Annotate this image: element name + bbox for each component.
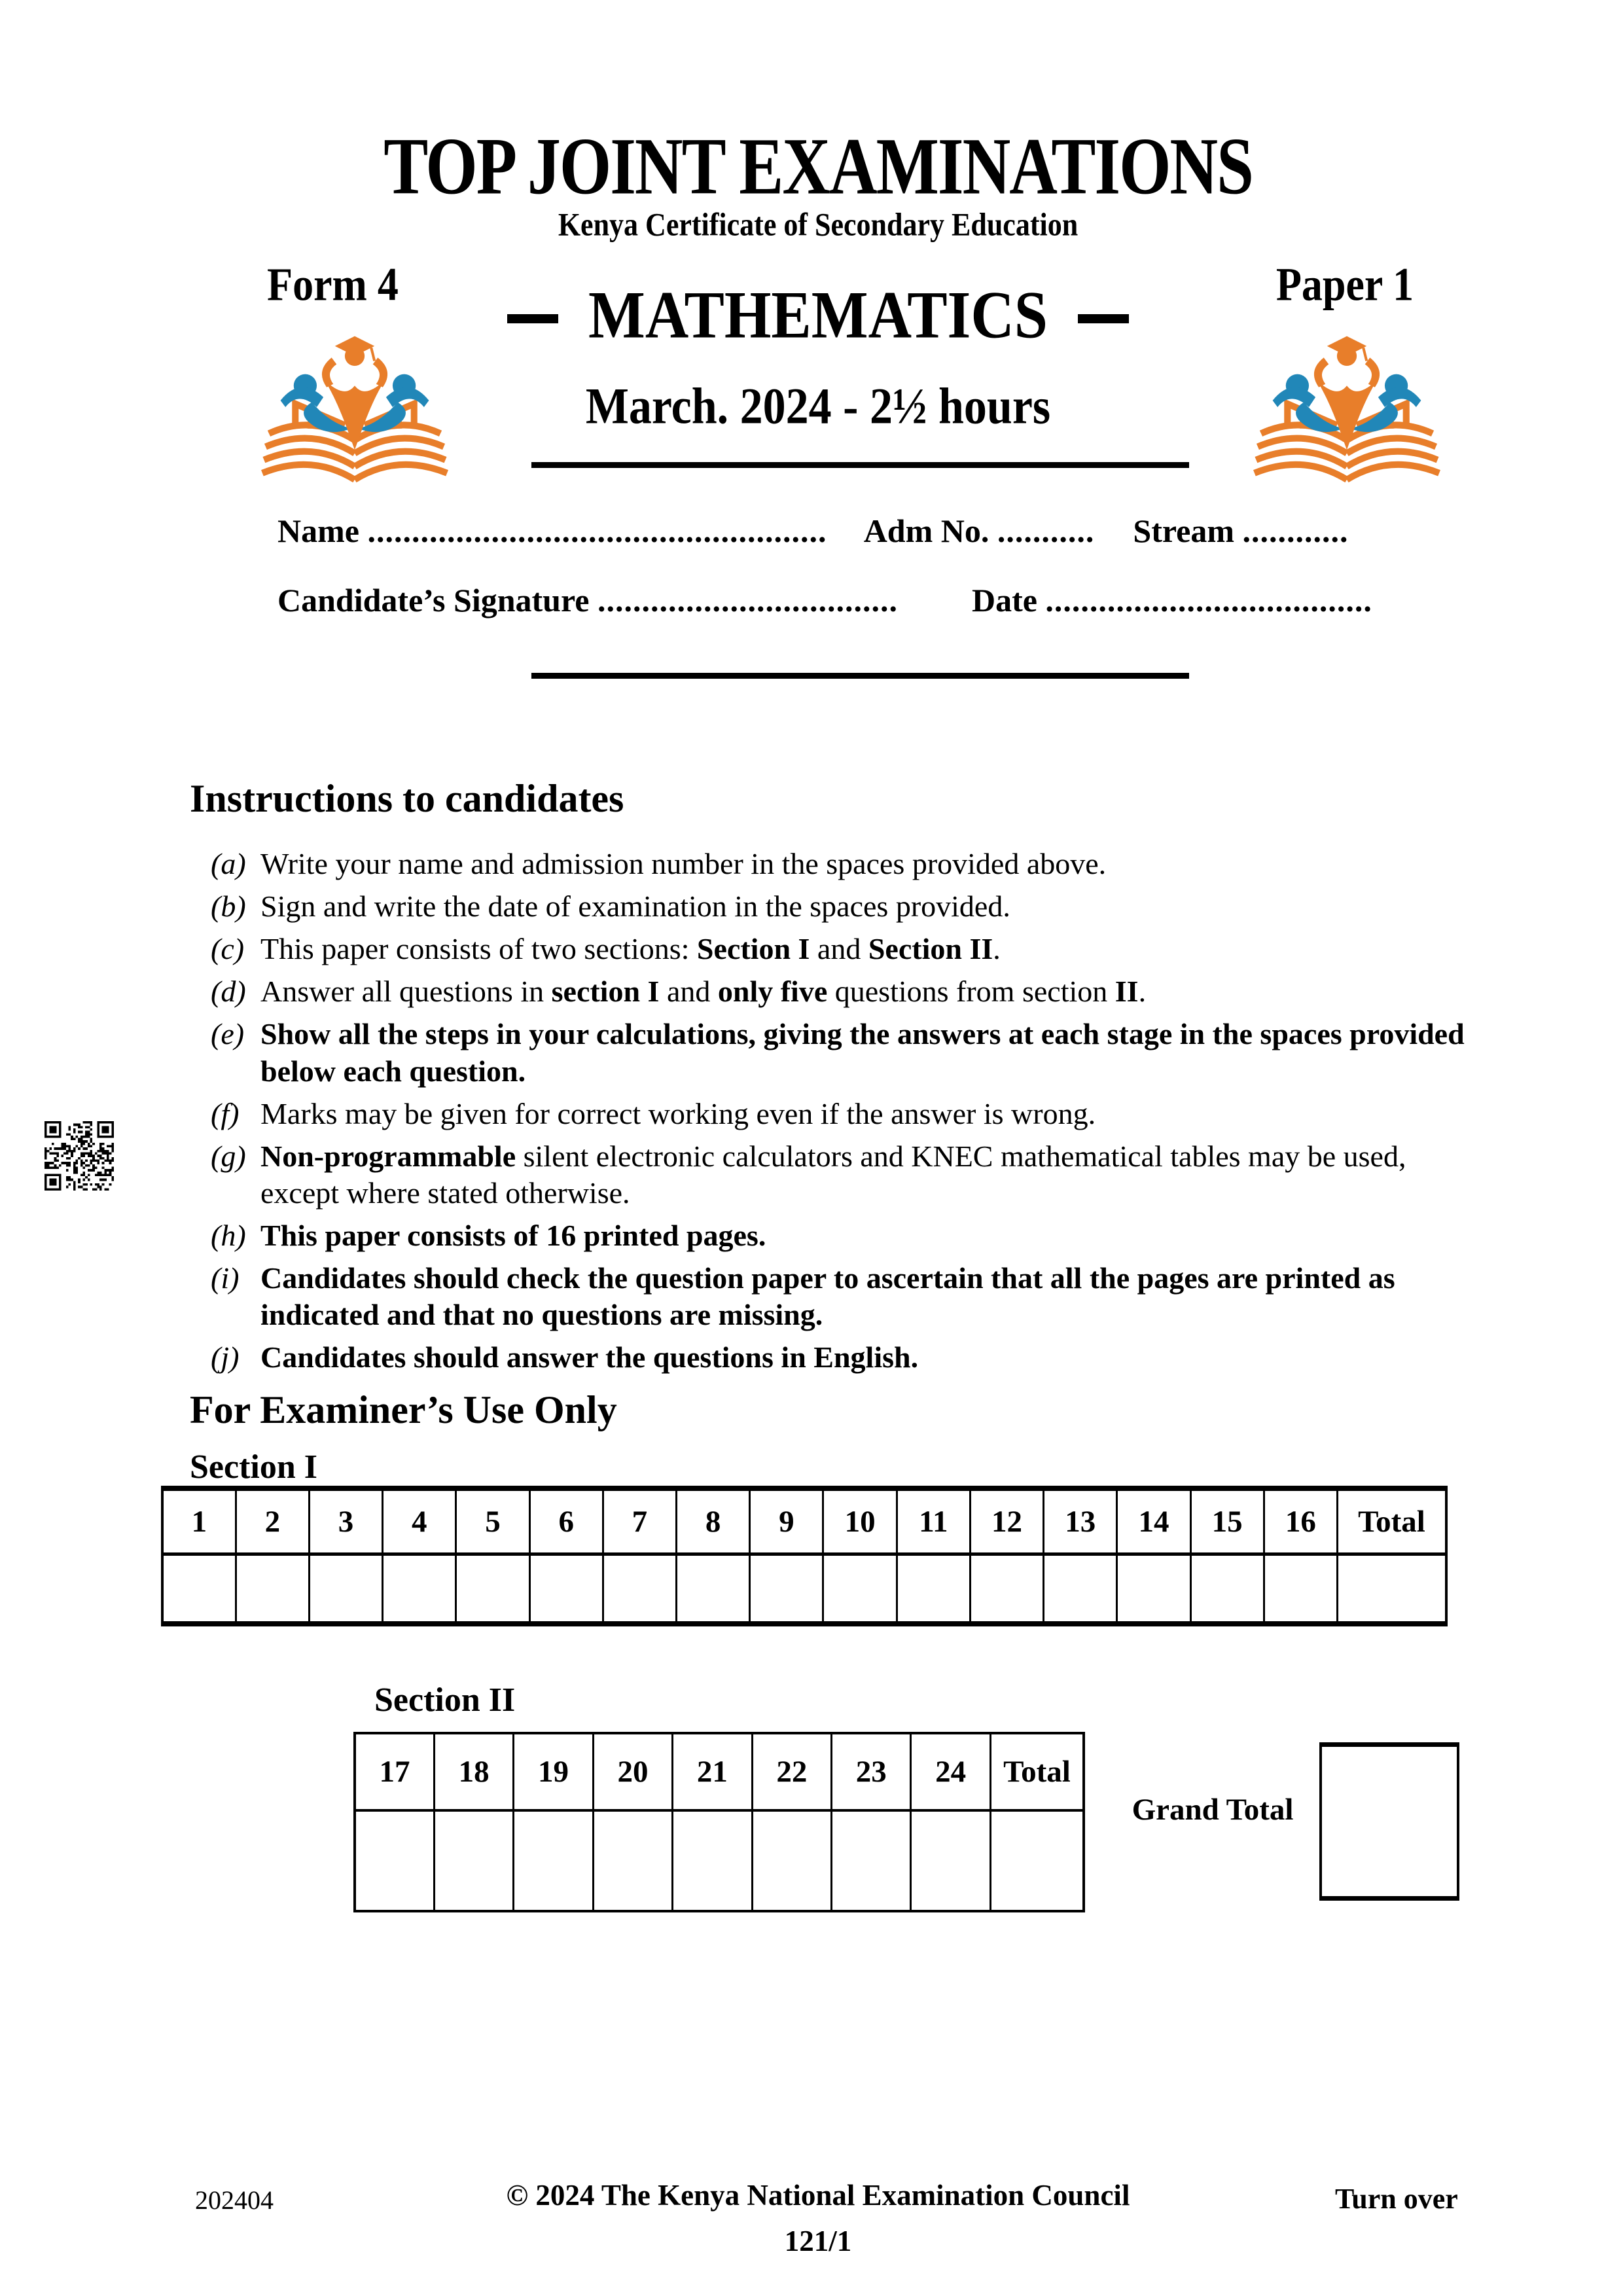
- footer-copyright: © 2024 The Kenya National Examination Council: [506, 2179, 1130, 2212]
- signature-date-row: [277, 581, 1514, 619]
- question-score-cell: [456, 1554, 529, 1624]
- section-1-marks-table: [161, 1486, 1448, 1626]
- signature-write-line: ..................................: [597, 582, 898, 619]
- question-score-cell: [529, 1554, 603, 1624]
- section-1-label: Section I: [190, 1448, 317, 1486]
- section-1-header-row: [162, 1488, 1446, 1554]
- instruction-item: [211, 1096, 1466, 1132]
- instruction-item: [211, 931, 1466, 967]
- instruction-letter: (e): [211, 1017, 245, 1051]
- adm-no-write-line: ...........: [997, 512, 1095, 549]
- total-score-cell: [1338, 1554, 1447, 1624]
- question-header-cell: 9: [750, 1488, 823, 1554]
- question-score-cell: [1190, 1554, 1264, 1624]
- divider-line: [531, 462, 1189, 468]
- question-header-cell: 8: [677, 1488, 750, 1554]
- question-score-cell: [832, 1810, 911, 1911]
- stream-label: Stream: [1133, 512, 1234, 549]
- instruction-letter: (a): [211, 847, 246, 880]
- stream-write-line: ............: [1242, 512, 1349, 549]
- question-score-cell: [236, 1554, 309, 1624]
- grand-total-label: Grand Total: [1132, 1793, 1294, 1827]
- question-score-cell: [603, 1554, 676, 1624]
- question-score-cell: [1264, 1554, 1337, 1624]
- paper-number-label: Paper 1: [1275, 258, 1414, 311]
- question-header-cell: 17: [355, 1733, 434, 1810]
- instruction-letter: (g): [211, 1139, 246, 1173]
- instruction-item: [211, 846, 1466, 882]
- signature-label: Candidate’s Signature: [277, 582, 590, 619]
- question-score-cell: [309, 1554, 382, 1624]
- question-header-cell: 2: [236, 1488, 309, 1554]
- instruction-text: Answer all questions in section I and only five questions from section II.: [260, 975, 1147, 1009]
- question-header-cell: 12: [970, 1488, 1043, 1554]
- instruction-item: [211, 1339, 1466, 1376]
- date-label: Date: [971, 582, 1037, 619]
- question-score-cell: [897, 1554, 970, 1624]
- instruction-item: [211, 1138, 1466, 1211]
- question-header-cell: 24: [911, 1733, 990, 1810]
- instruction-text: Non-programmable silent electronic calculators and KNEC mathematical tables may be used, except where stated otherwise.: [260, 1139, 1406, 1210]
- instruction-text: This paper consists of two sections: Section I and Section II.: [260, 932, 1001, 966]
- instruction-letter: (h): [211, 1218, 246, 1252]
- question-score-cell: [593, 1810, 672, 1911]
- students-figures-icon: [281, 336, 429, 450]
- instruction-item: [211, 1016, 1466, 1089]
- exam-session-duration: March. 2024 - 2½ hours: [585, 378, 1051, 435]
- question-header-cell: 4: [383, 1488, 456, 1554]
- question-header-cell: 20: [593, 1733, 672, 1810]
- name-adm-stream-row: [277, 512, 1514, 550]
- footer-paper-code: 121/1: [784, 2225, 852, 2257]
- graduation-cap-icon: [1327, 336, 1366, 356]
- instruction-letter: (d): [211, 975, 246, 1009]
- question-header-cell: 18: [434, 1733, 513, 1810]
- right-dash-bar: [1078, 314, 1129, 323]
- grand-total-box: [1319, 1742, 1459, 1901]
- instructions-heading: Instructions to candidates: [190, 777, 624, 820]
- question-score-cell: [970, 1554, 1043, 1624]
- qr-code: [45, 1119, 114, 1193]
- instruction-text: Candidates should check the question paper to ascertain that all the pages are printed as indicated and that no questions are missing.: [260, 1261, 1395, 1332]
- total-header-cell: Total: [990, 1733, 1084, 1810]
- question-header-cell: 6: [529, 1488, 603, 1554]
- question-header-cell: 21: [673, 1733, 752, 1810]
- section-2-header-row: [355, 1733, 1084, 1810]
- question-score-cell: [434, 1810, 513, 1911]
- question-score-cell: [911, 1810, 990, 1911]
- question-score-cell: [514, 1810, 593, 1911]
- instruction-text: Marks may be given for correct working even if the answer is wrong.: [260, 1096, 1096, 1130]
- students-figures-icon: [1273, 336, 1421, 450]
- question-score-cell: [1117, 1554, 1190, 1624]
- instruction-letter: (f): [211, 1096, 240, 1130]
- question-header-cell: 1: [162, 1488, 236, 1554]
- question-score-cell: [355, 1810, 434, 1911]
- question-header-cell: 10: [823, 1488, 897, 1554]
- question-header-cell: 14: [1117, 1488, 1190, 1554]
- school-logo-right: [1245, 325, 1449, 490]
- question-score-cell: [1044, 1554, 1117, 1624]
- name-write-line: ....................................................: [367, 512, 827, 549]
- question-score-cell: [383, 1554, 456, 1624]
- section-1-score-row: [162, 1554, 1446, 1624]
- name-label: Name: [277, 512, 359, 549]
- question-header-cell: 5: [456, 1488, 529, 1554]
- instruction-text: Write your name and admission number in the spaces provided above.: [260, 847, 1107, 880]
- question-header-cell: 23: [832, 1733, 911, 1810]
- question-score-cell: [752, 1810, 831, 1911]
- form-level-label: Form 4: [267, 258, 399, 311]
- certificate-subtitle: Kenya Certificate of Secondary Education: [558, 207, 1079, 243]
- section-2-label: Section II: [374, 1681, 516, 1719]
- instruction-letter: (c): [211, 932, 245, 966]
- instruction-letter: (j): [211, 1340, 240, 1374]
- question-header-cell: 16: [1264, 1488, 1337, 1554]
- instruction-item: [211, 1260, 1466, 1333]
- subject-title: MATHEMATICS: [588, 277, 1048, 353]
- instruction-item: [211, 1217, 1466, 1254]
- graduation-cap-icon: [335, 336, 374, 356]
- total-header-cell: Total: [1338, 1488, 1447, 1554]
- instruction-letter: (i): [211, 1261, 240, 1295]
- question-header-cell: 11: [897, 1488, 970, 1554]
- exam-body-title: TOP JOINT EXAMINATIONS: [383, 121, 1253, 212]
- instructions-list: [211, 846, 1466, 1382]
- question-header-cell: 15: [1190, 1488, 1264, 1554]
- question-header-cell: 13: [1044, 1488, 1117, 1554]
- turn-over-label: Turn over: [1335, 2183, 1458, 2215]
- question-header-cell: 19: [514, 1733, 593, 1810]
- question-score-cell: [750, 1554, 823, 1624]
- question-header-cell: 7: [603, 1488, 676, 1554]
- divider-line: [531, 673, 1189, 679]
- date-write-line: .....................................: [1045, 582, 1372, 619]
- total-score-cell: [990, 1810, 1084, 1911]
- question-score-cell: [677, 1554, 750, 1624]
- school-logo-left: [253, 325, 457, 490]
- instruction-item: [211, 973, 1466, 1010]
- footer-serial-code: 202404: [195, 2185, 274, 2215]
- section-2-score-row: [355, 1810, 1084, 1911]
- instruction-text: Candidates should answer the questions in English.: [260, 1340, 919, 1374]
- adm-no-label: Adm No.: [863, 512, 990, 549]
- instruction-item: [211, 888, 1466, 925]
- question-header-cell: 22: [752, 1733, 831, 1810]
- section-2-marks-table: [353, 1732, 1085, 1912]
- instruction-text: Sign and write the date of examination in the spaces provided.: [260, 889, 1010, 924]
- question-score-cell: [162, 1554, 236, 1624]
- instruction-text: This paper consists of 16 printed pages.: [260, 1218, 766, 1252]
- instruction-text: Show all the steps in your calculations, giving the answers at each stage in the spaces provided below each question.: [260, 1017, 1465, 1088]
- left-dash-bar: [507, 314, 558, 323]
- question-score-cell: [673, 1810, 752, 1911]
- examiner-use-heading: For Examiner’s Use Only: [190, 1388, 617, 1431]
- instruction-letter: (b): [211, 889, 246, 924]
- question-score-cell: [823, 1554, 897, 1624]
- question-header-cell: 3: [309, 1488, 382, 1554]
